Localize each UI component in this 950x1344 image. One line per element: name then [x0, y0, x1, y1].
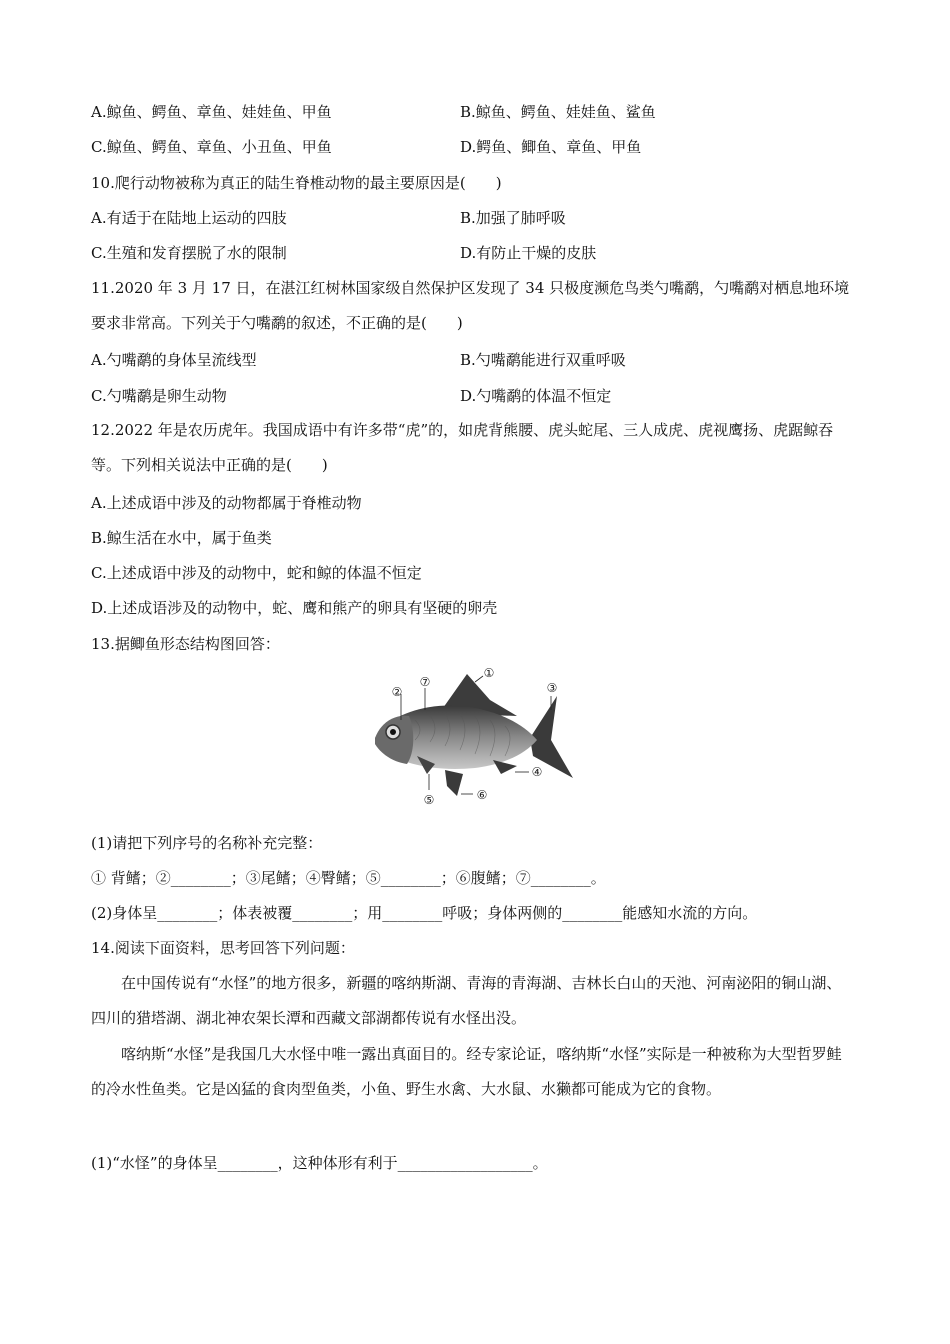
label-7: ⑦: [419, 675, 431, 689]
q13-part2: (2)身体呈________；体表被覆________；用________呼吸；身体两侧的________能感知水流的方向。: [91, 904, 758, 922]
q13-part1-answer-line: ① 背鳍；②________；③尾鳍；④臀鳍；⑤________；⑥腹鳍；⑦________。: [91, 869, 606, 887]
q14-para2: 喀纳斯“水怪”是我国几大水怪中唯一露出真面目的。经专家论证，喀纳斯“水怪”实际是一种被称为大型哲罗鲑的冷水性鱼类。它是凶猛的食肉型鱼类，小鱼、野生水禽、大水鼠、水獭都可能成为它的食物。: [91, 1045, 842, 1098]
q12-option-d: D.上述成语涉及的动物中，蛇、鹰和熊产的卵具有坚硬的卵壳: [91, 599, 498, 617]
fish-diagram: [365, 660, 595, 810]
q10-option-d: D.有防止干燥的皮肤: [460, 244, 597, 262]
label-4: ④: [531, 765, 543, 779]
q10-option-c: C.生殖和发育摆脱了水的限制: [91, 244, 287, 262]
q9-option-b: B.鲸鱼、鳄鱼、娃娃鱼、鲨鱼: [460, 103, 656, 121]
q9-option-c: C.鲸鱼、鳄鱼、章鱼、小丑鱼、甲鱼: [91, 138, 332, 156]
q12-stem: 12.2022 年是农历虎年。我国成语中有许多带“虎”的，如虎背熊腰、虎头蛇尾、三人成虎、虎视鹰扬、虎踞鲸吞等。下列相关说法中正确的是( ): [91, 421, 834, 474]
label-2: ②: [391, 685, 403, 699]
q9-option-a: A.鲸鱼、鳄鱼、章鱼、娃娃鱼、甲鱼: [91, 103, 332, 121]
label-1: ①: [483, 666, 495, 680]
q10-stem: 10.爬行动物被称为真正的陆生脊椎动物的最主要原因是( ): [91, 174, 502, 192]
q14-stem: 14.阅读下面资料，思考回答下列问题：: [91, 939, 355, 957]
q12-option-b: B.鲸生活在水中，属于鱼类: [91, 529, 272, 547]
q13-stem: 13.据鲫鱼形态结构图回答：: [91, 635, 280, 653]
fish-head: [375, 716, 413, 764]
q9-option-d: D.鳄鱼、鲫鱼、章鱼、甲鱼: [460, 138, 642, 156]
q10-option-b: B.加强了肺呼吸: [460, 209, 566, 227]
label-6: ⑥: [476, 788, 488, 802]
q12-option-a: A.上述成语中涉及的动物都属于脊椎动物: [91, 494, 362, 512]
q11-option-c: C.勺嘴鹬是卵生动物: [91, 387, 227, 405]
q12-option-c: C.上述成语中涉及的动物中，蛇和鲸的体温不恒定: [91, 564, 422, 582]
pelvic-fin: [445, 770, 463, 796]
label-3: ③: [546, 681, 558, 695]
q11-option-a: A.勺嘴鹬的身体呈流线型: [91, 351, 257, 369]
q10-option-a: A.有适于在陆地上运动的四肢: [91, 209, 287, 227]
q14-part1: (1)“水怪”的身体呈________，这种体形有利于__________________。: [91, 1154, 548, 1172]
q14-para1: 在中国传说有“水怪”的地方很多，新疆的喀纳斯湖、青海的青海湖、吉林长白山的天池、河南泌阳的铜山湖、四川的猎塔湖、湖北神农架长潭和西藏文部湖都传说有水怪出没。: [91, 974, 842, 1027]
q11-option-d: D.勺嘴鹬的体温不恒定: [460, 387, 612, 405]
q11-stem: 11.2020 年 3 月 17 日，在湛江红树林国家级自然保护区发现了 34 只极度濒危鸟类勺嘴鹬，勺嘴鹬对栖息地环境要求非常高。下列关于勺嘴鹬的叙述，不正确的是( ): [91, 279, 850, 332]
label-5: ⑤: [423, 793, 435, 807]
q13-part1: (1)请把下列序号的名称补充完整：: [91, 834, 323, 852]
q11-option-b: B.勺嘴鹬能进行双重呼吸: [460, 351, 626, 369]
anal-fin: [493, 760, 517, 774]
